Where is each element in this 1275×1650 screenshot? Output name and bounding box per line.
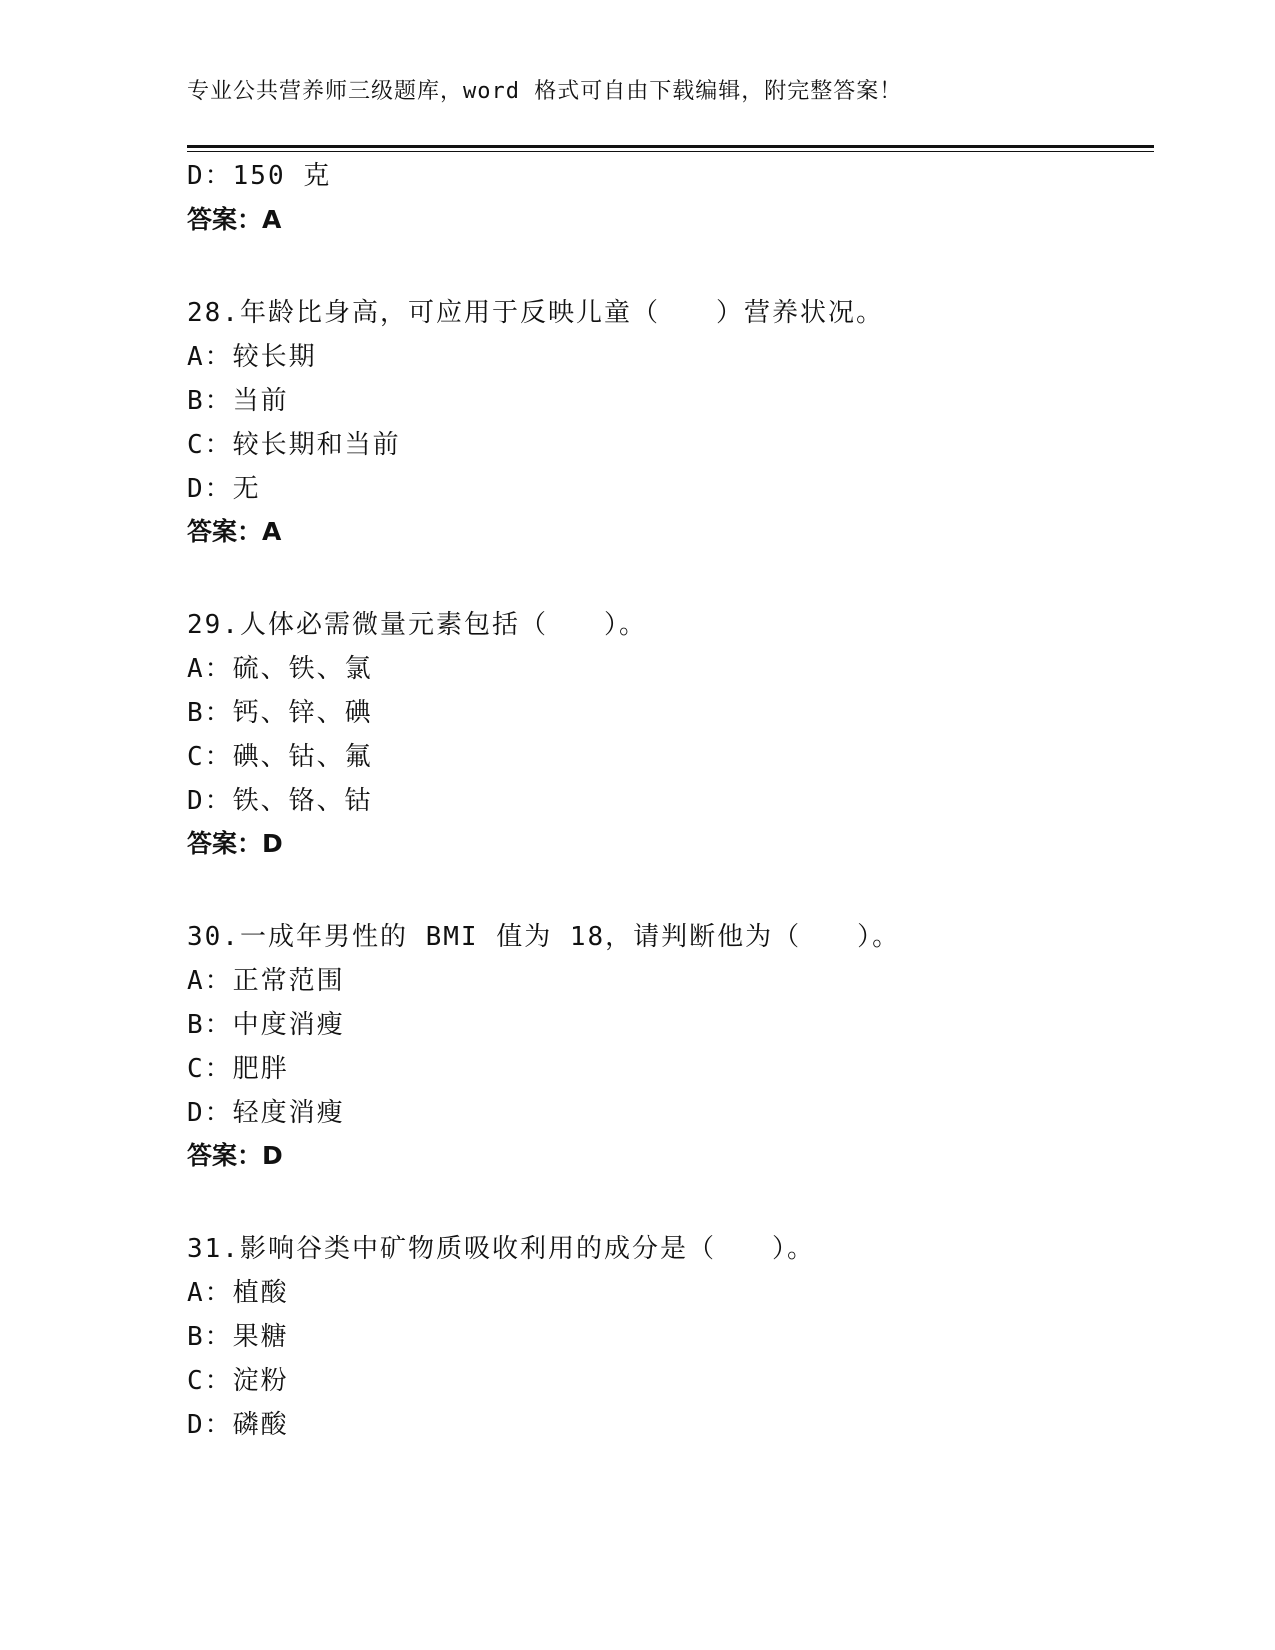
prev-option-d: D：150 克 [187, 161, 332, 191]
question-option: D：轻度消瘦 [187, 1098, 345, 1128]
question-option: C：肥胖 [187, 1054, 289, 1084]
question-option: A：硫、铁、氯 [187, 654, 373, 684]
question-answer: 答案：D [187, 829, 283, 858]
question-answer: 答案：D [187, 1141, 283, 1170]
question-option: C：较长期和当前 [187, 430, 401, 460]
page-header: 专业公共营养师三级题库，word 格式可自由下载编辑，附完整答案！ [187, 79, 903, 104]
question-option: A：植酸 [187, 1278, 289, 1308]
question-option: D：磷酸 [187, 1410, 289, 1440]
question-option: D：铁、铬、钴 [187, 786, 373, 816]
question-option: C：淀粉 [187, 1366, 289, 1396]
question-option: B：中度消瘦 [187, 1010, 345, 1040]
question-option: B：当前 [187, 386, 289, 416]
question-option: D：无 [187, 474, 261, 504]
header-rule-thin [187, 151, 1154, 152]
question-answer: 答案：A [187, 517, 282, 546]
question-stem: 29.人体必需微量元素包括（ ）。 [187, 610, 647, 640]
question-option: B：钙、锌、碘 [187, 698, 373, 728]
question-option: C：碘、钴、氟 [187, 742, 373, 772]
question-stem: 28.年龄比身高，可应用于反映儿童（ ）营养状况。 [187, 298, 884, 328]
question-option: A：较长期 [187, 342, 317, 372]
question-stem: 31.影响谷类中矿物质吸收利用的成分是（ ）。 [187, 1234, 815, 1264]
header-rule-thick [187, 145, 1154, 148]
question-option: B：果糖 [187, 1322, 289, 1352]
question-stem: 30.一成年男性的 BMI 值为 18，请判断他为（ ）。 [187, 922, 901, 952]
question-option: A：正常范围 [187, 966, 345, 996]
prev-answer: 答案：A [187, 205, 282, 234]
